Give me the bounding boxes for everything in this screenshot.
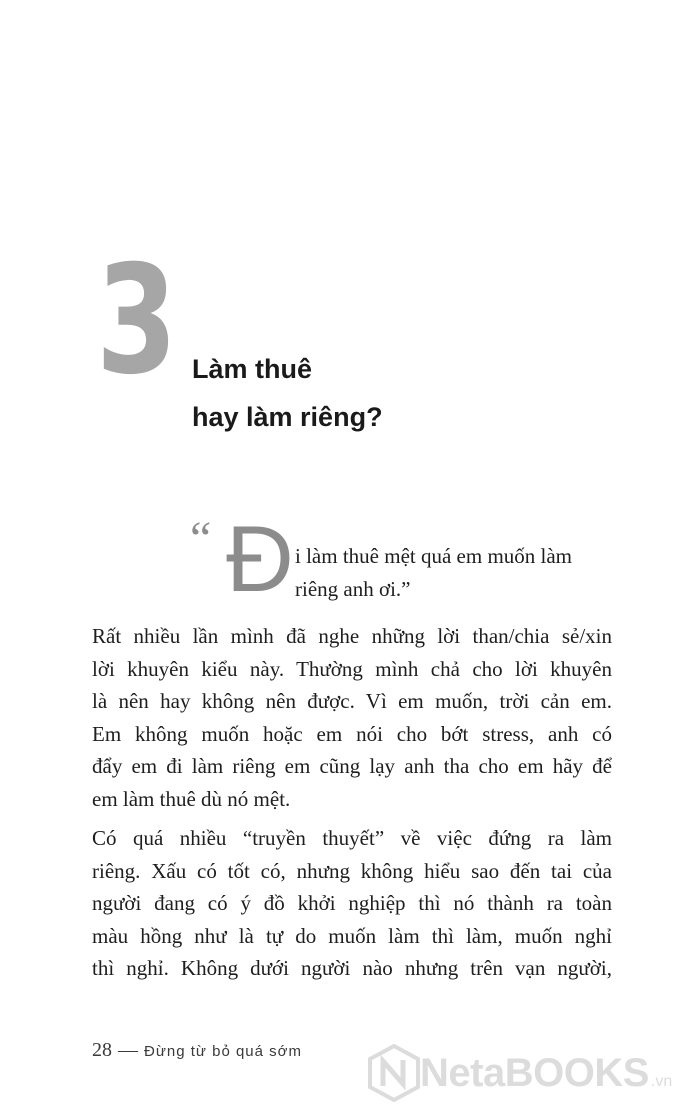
paragraph-line: thì nghỉ. Không dưới người nào nhưng trên vạn người, <box>92 956 612 981</box>
chapter-title-line: hay làm riêng? <box>192 402 383 432</box>
chapter-title-line: Làm thuê <box>192 354 313 384</box>
paragraph-line: đẩy em đi làm riêng em cũng lạy anh tha cho em hãy để <box>92 754 612 779</box>
epigraph-line: riêng anh ơi.” <box>295 577 411 601</box>
netabooks-logo-icon <box>368 1044 420 1102</box>
body-paragraph <box>92 822 612 985</box>
footer-separator: — <box>118 1039 138 1061</box>
paragraph-line: người đang có ý đồ khởi nghiệp thì nó thành ra toàn <box>92 891 612 916</box>
epigraph-text <box>295 540 615 606</box>
watermark-suffix: .vn <box>650 1073 673 1090</box>
paragraph-line: Có quá nhiều “truyền thuyết” về việc đứng ra làm <box>92 826 612 850</box>
body-paragraph <box>92 620 612 816</box>
paragraph-line: là nên hay không nên được. Vì em muốn, trời cản em. <box>92 689 612 714</box>
chapter-number: 3 <box>96 234 178 408</box>
page-number: 28 <box>92 1039 112 1061</box>
paragraph-line: lời khuyên kiểu này. Thường mình chả cho lời khuyên <box>92 656 612 681</box>
opening-quote-mark: “ <box>190 512 212 565</box>
drop-cap: Đ <box>226 506 294 611</box>
paragraph-line: Rất nhiều lần mình đã nghe những lời than/chia sẻ/xin <box>92 624 612 648</box>
epigraph-line: i làm thuê mệt quá em muốn làm <box>295 544 573 568</box>
paragraph-line: riêng. Xấu có tốt có, nhưng không hiểu sao đến tai của <box>92 858 612 883</box>
running-title: Đừng từ bỏ quá sớm <box>144 1043 302 1060</box>
watermark <box>368 1044 672 1102</box>
chapter-title <box>192 345 383 441</box>
paragraph-line: màu hồng như là tự do muốn làm thì làm, muốn nghỉ <box>92 923 612 948</box>
watermark-brand: NetaBOOKS <box>420 1050 649 1095</box>
page-footer <box>92 1038 302 1064</box>
paragraph-line: em làm thuê dù nó mệt. <box>92 786 291 811</box>
paragraph-line: Em không muốn hoặc em nói cho bớt stress, anh có <box>92 721 612 746</box>
